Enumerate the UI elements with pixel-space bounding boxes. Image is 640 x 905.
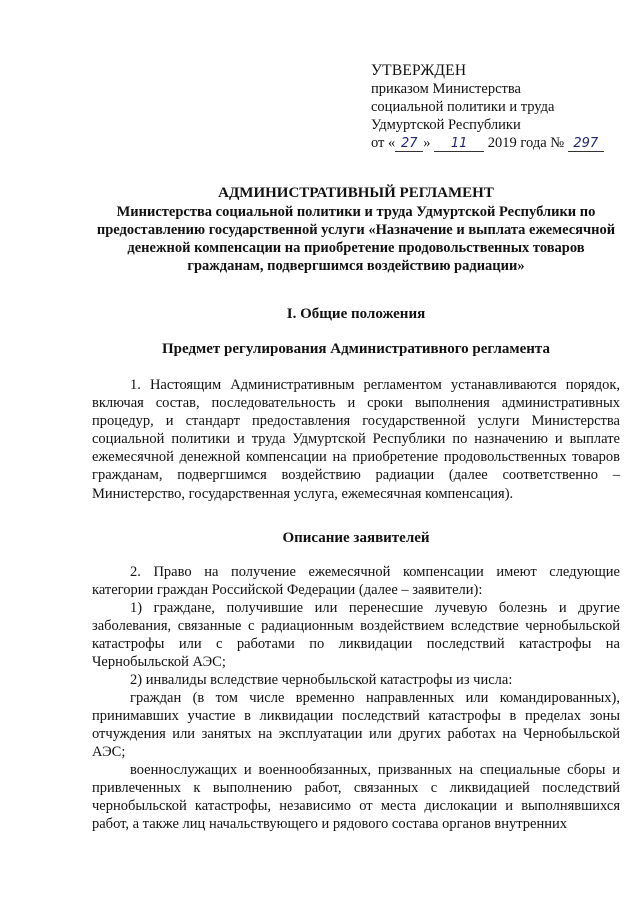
approval-date-line [371, 134, 604, 152]
list-item-1: 1) граждане, получившие или перенесшие лучевую болезнь и другие заболевания, связанные с радиационным воздействием вследствие чернобыльской катастрофы или с работами по ликвидации последствий катастрофы на Чернобыльской АЭС; [92, 600, 620, 671]
date-year: 2019 года № [487, 135, 565, 151]
approval-line: приказом Министерства [371, 81, 521, 97]
date-prefix: от « [371, 135, 396, 151]
document-title [92, 184, 620, 275]
handwritten-order-number: 297 [568, 137, 604, 152]
handwritten-month: 11 [434, 137, 484, 152]
list-item-2a: граждан (в том числе временно направленных или командированных), принимавших участие в ликвидации последствий катастрофы в пределах зоны отчуждения или занятых на эксплуатации или других работах на Чернобыльской АЭС; [92, 690, 620, 761]
approval-title: УТВЕРЖДЕН [371, 62, 467, 79]
approval-line: социальной политики и труда [371, 99, 555, 115]
list-item-2b: военнослужащих и военнообязанных, призванных на специальные сборы и привлеченных к выполнению работ, связанных с ликвидацией последствий чернобыльской катастрофы, независимо от места дислокации и выполнявшихся работ, а также лиц начальствующего и рядового состава органов внутренних [92, 762, 620, 833]
handwritten-day: 27 [395, 137, 423, 152]
date-mid: » [423, 135, 431, 151]
approval-stamp [371, 62, 604, 152]
title-main: АДМИНИСТРАТИВНЫЙ РЕГЛАМЕНТ [218, 185, 494, 201]
paragraph-2: 2. Право на получение ежемесячной компенсации имеют следующие категории граждан Российской Федерации (далее – заявители): [92, 564, 620, 599]
applicants-heading: Описание заявителей [282, 530, 430, 546]
section-heading: I. Общие положения [286, 306, 426, 322]
list-item-2: 2) инвалиды вследствие чернобыльской катастрофы из числа: [130, 672, 513, 688]
paragraph-1: 1. Настоящим Административным регламентом устанавливаются порядок, включая состав, последовательность и сроки выполнения административных процедур, и стандарт предоставления государственной услуги Министерства социальной политики и труда Удмуртской Республики по назначению и выплате ежемесячной денежной компенсации на приобретение продовольственных товаров гражданам, подвергшимся воздействию радиации (далее соответственно – Министерство, государственная услуга, ежемесячная компенсация). [92, 377, 620, 502]
approval-line: Удмуртской Республики [371, 117, 521, 133]
subsection-heading: Предмет регулирования Административного регламента [162, 341, 550, 357]
title-subtitle: Министерства социальной политики и труда Удмуртской Республики по предоставлению государственной услуги «Назначение и выплата ежемесячной денежной компенсации на приобретение продовольственных товаров гражданам, подвергшимся воздействию радиации» [96, 204, 616, 274]
